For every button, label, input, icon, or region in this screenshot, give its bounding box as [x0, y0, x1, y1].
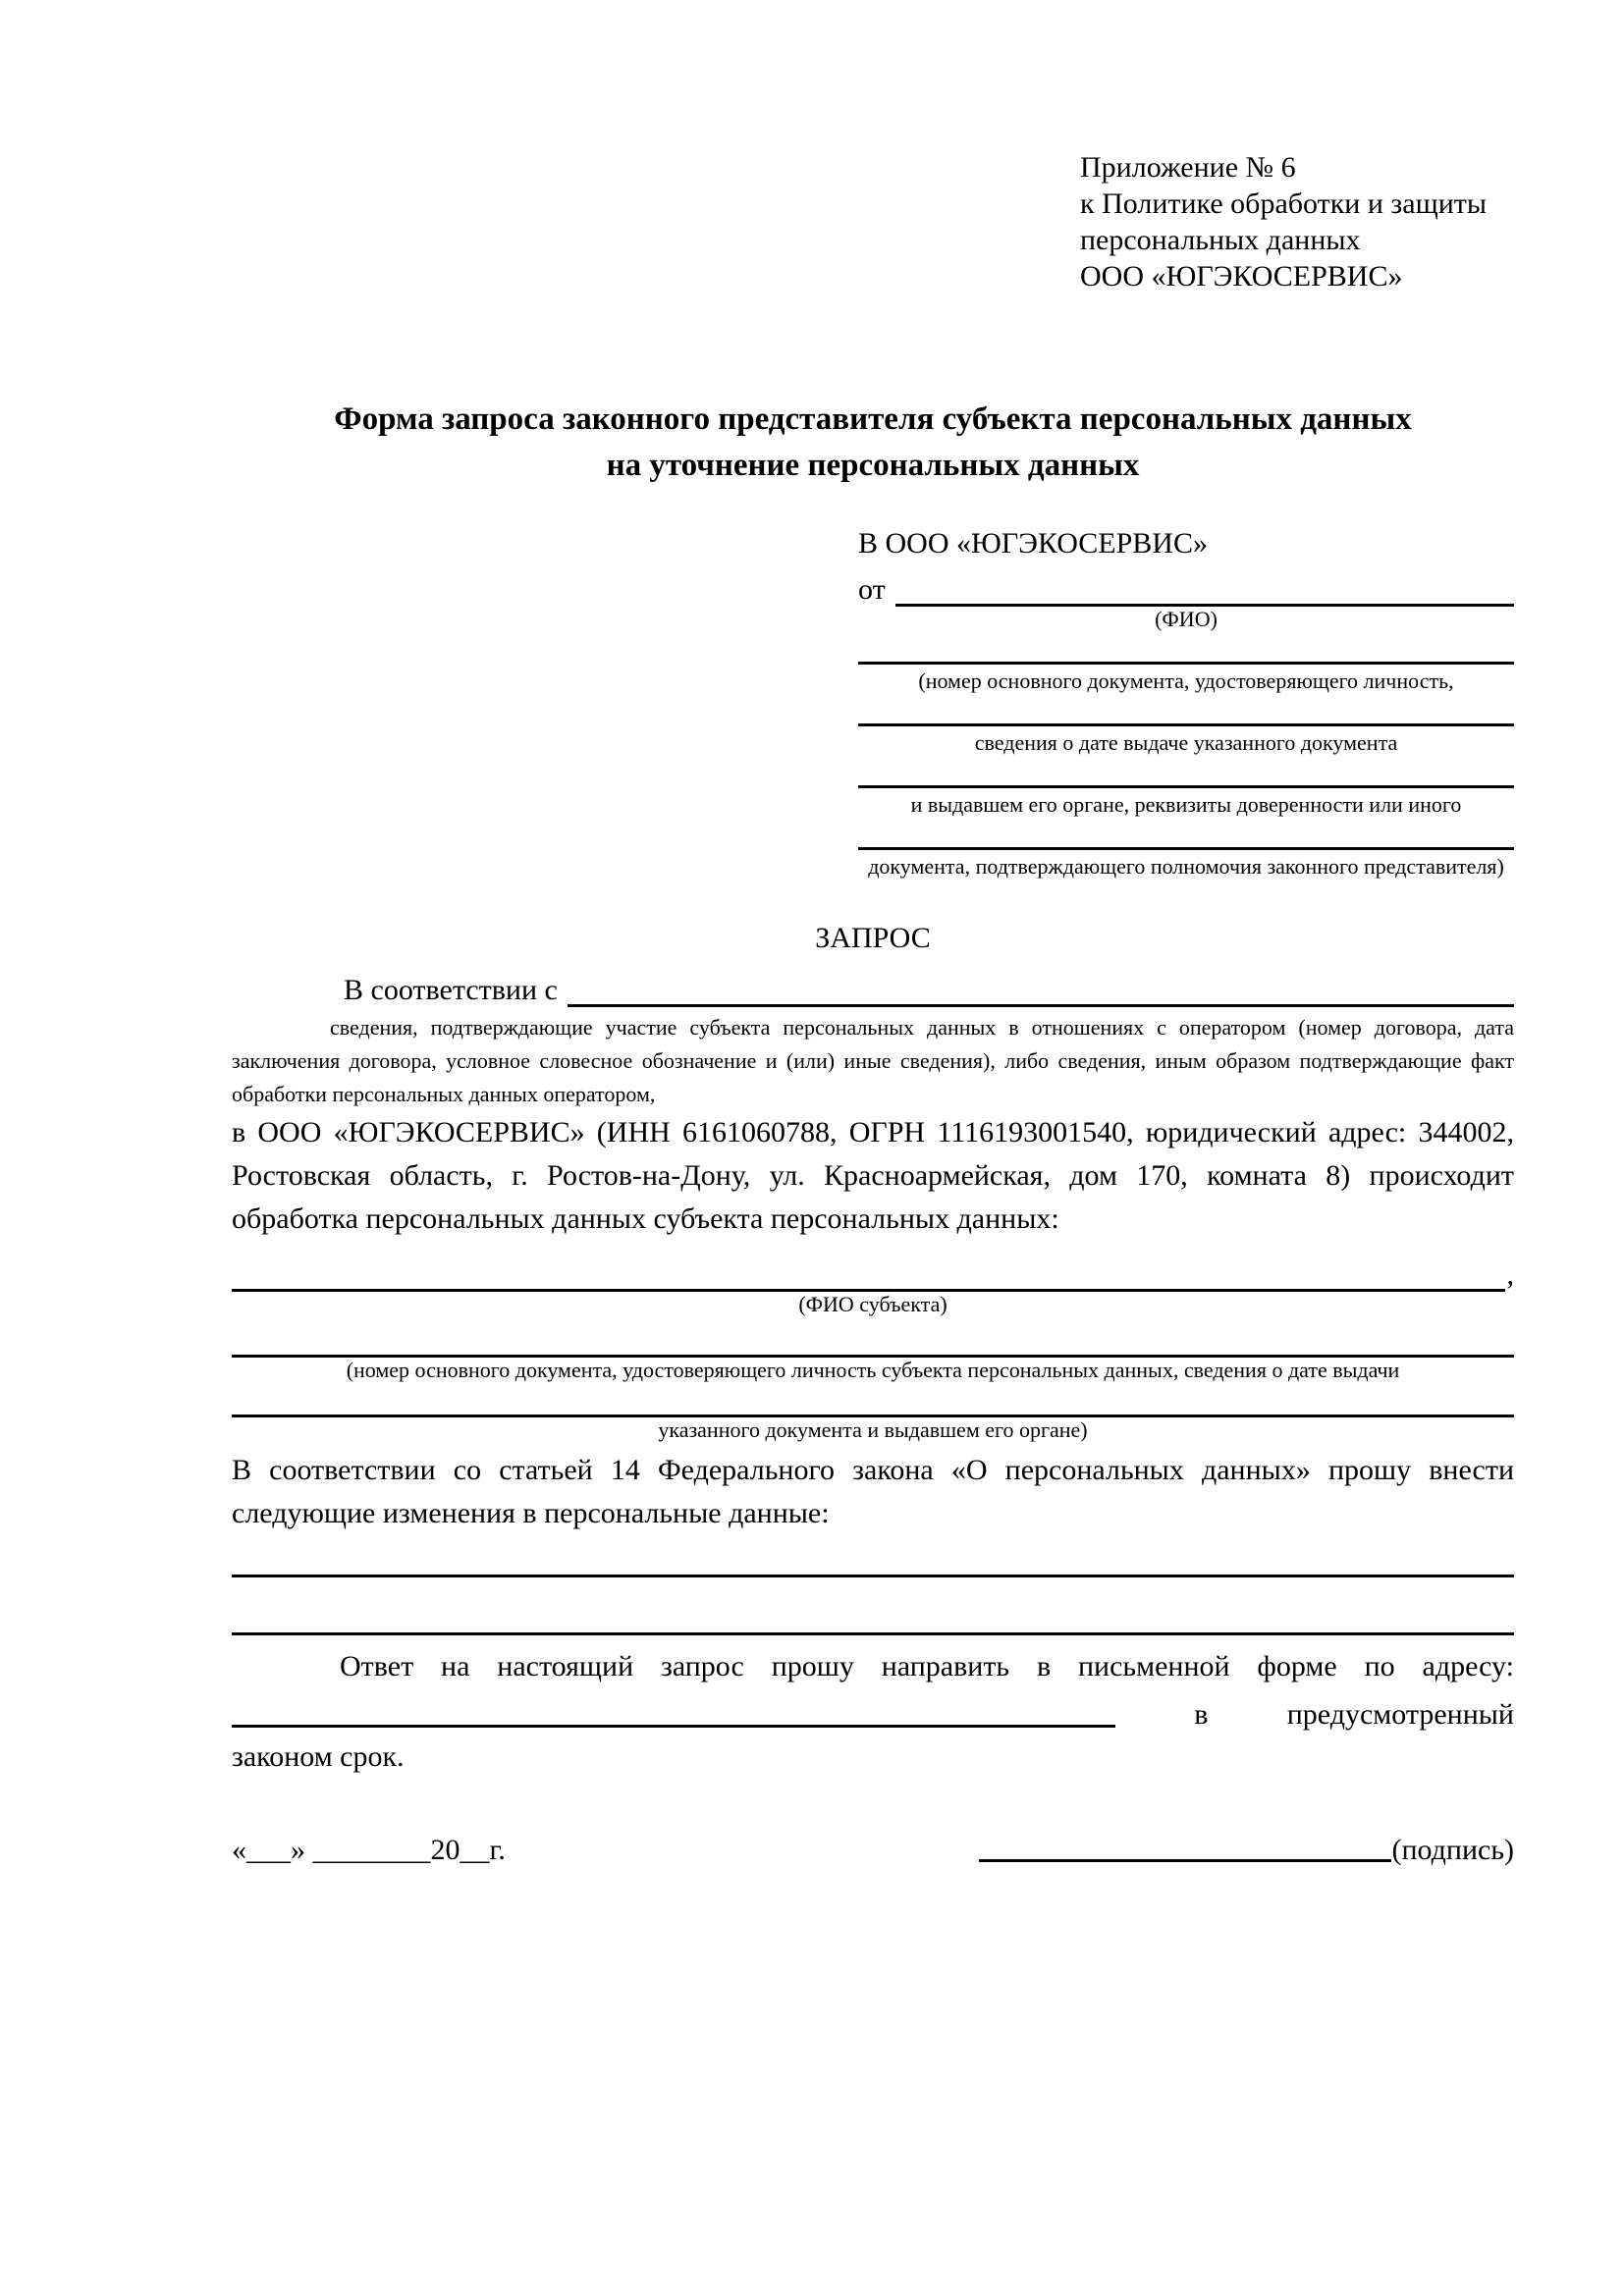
- blank-with-caption: [232, 1411, 1514, 1443]
- answer-word-v: в: [1194, 1698, 1209, 1731]
- appendix-header-line: Приложение № 6: [1080, 151, 1296, 184]
- law-paragraph: В соответствии со статьей 14 Федерального закона «О персональных данных» прошу внести следующие изменения в персональные данные:: [232, 1454, 1514, 1529]
- accordance-row: [232, 964, 1514, 1007]
- blank-line: [232, 1571, 1514, 1577]
- blank-caption: и выдавшем его органе, реквизиты доверенности или иного: [910, 792, 1462, 817]
- blank-with-caption: [858, 781, 1514, 818]
- blank-caption: (номер основного документа, удостоверяющего личность,: [918, 668, 1454, 693]
- blank-with-caption: [858, 720, 1514, 756]
- addressee-block: [858, 524, 1514, 880]
- document-title-line-1: Форма запроса законного представителя субъекта персональных данных: [334, 401, 1412, 437]
- document-title: [232, 397, 1514, 489]
- blank-line: [232, 1411, 1514, 1417]
- from-row: [858, 567, 1514, 607]
- addressee-organization: В ООО «ЮГЭКОСЕРВИС»: [858, 527, 1208, 560]
- operator-paragraph: в ООО «ЮГЭКОСЕРВИС» (ИНН 6161060788, ОГРН 1116193001540, юридический адрес: 344002, Ростовская область, г. Ростов-на-Дону, ул. Красноармейская, дом 170, комната 8) происходит обработка персональных данных субъекта персональных данных:: [232, 1116, 1514, 1235]
- answer-paragraph-line-1: Ответ на настоящий запрос прошу направить в письменной форме по адресу:: [340, 1650, 1514, 1682]
- blank-line: [858, 781, 1514, 788]
- accordance-blank-line: [568, 1004, 1514, 1007]
- answer-paragraph-line-3: законом срок.: [232, 1740, 405, 1773]
- request-heading: ЗАПРОС: [815, 922, 931, 954]
- accordance-footnote: сведения, подтверждающие участие субъекта персональных данных в отношениях с оператором (номер договора, дата заключения договора, условное словесное обозначение и (или) иные сведения), либо сведения, иным образом подтверждающие факт обработки персональных данных оператором,: [232, 1015, 1514, 1106]
- blank-with-caption: [232, 1351, 1514, 1383]
- subject-fio-row: [232, 1255, 1514, 1292]
- blank-line: [232, 1351, 1514, 1358]
- blank-line: [232, 1629, 1514, 1635]
- answer-paragraph-line-2: [232, 1688, 1514, 1732]
- signature-caption: (подпись): [1391, 1834, 1514, 1866]
- accordance-lead: В соответствии с: [344, 974, 558, 1006]
- appendix-header-line: персональных данных: [1080, 224, 1361, 256]
- address-blank-line: [232, 1721, 1115, 1728]
- appendix-header-line: ООО «ЮГЭКОСЕРВИС»: [1080, 260, 1403, 293]
- appendix-header-line: к Политике обработки и защиты: [1080, 187, 1488, 220]
- date-blank-text: «___» ________20__г.: [232, 1834, 506, 1866]
- blank-line: [858, 720, 1514, 726]
- fio-caption: (ФИО): [1155, 607, 1218, 631]
- blank-caption: сведения о дате выдаче указанного документа: [974, 730, 1398, 755]
- from-label: от: [858, 573, 886, 606]
- subject-doc-caption-1: (номер основного документа, удостоверяющего личность субъекта персональных данных, сведения о дате выдачи: [346, 1358, 1400, 1382]
- blank-with-caption: [858, 843, 1514, 880]
- blank-with-caption: [858, 658, 1514, 694]
- answer-word-predusmotrenny: предусмотренный: [1286, 1698, 1514, 1731]
- blank-caption: документа, подтверждающего полномочия законного представителя): [868, 854, 1504, 879]
- document-title-line-2: на уточнение персональных данных: [606, 448, 1140, 483]
- blank-line: [858, 843, 1514, 850]
- signature-blank-line: [979, 1855, 1391, 1862]
- date-signature-row: [232, 1834, 1514, 1867]
- signature-group: [979, 1834, 1514, 1867]
- subject-doc-caption-2: указанного документа и выдавшем его органе): [658, 1417, 1088, 1442]
- appendix-header: [1080, 149, 1514, 294]
- trailing-comma: ,: [1506, 1258, 1514, 1291]
- blank-line: [858, 658, 1514, 665]
- subject-fio-caption: (ФИО субъекта): [798, 1292, 947, 1316]
